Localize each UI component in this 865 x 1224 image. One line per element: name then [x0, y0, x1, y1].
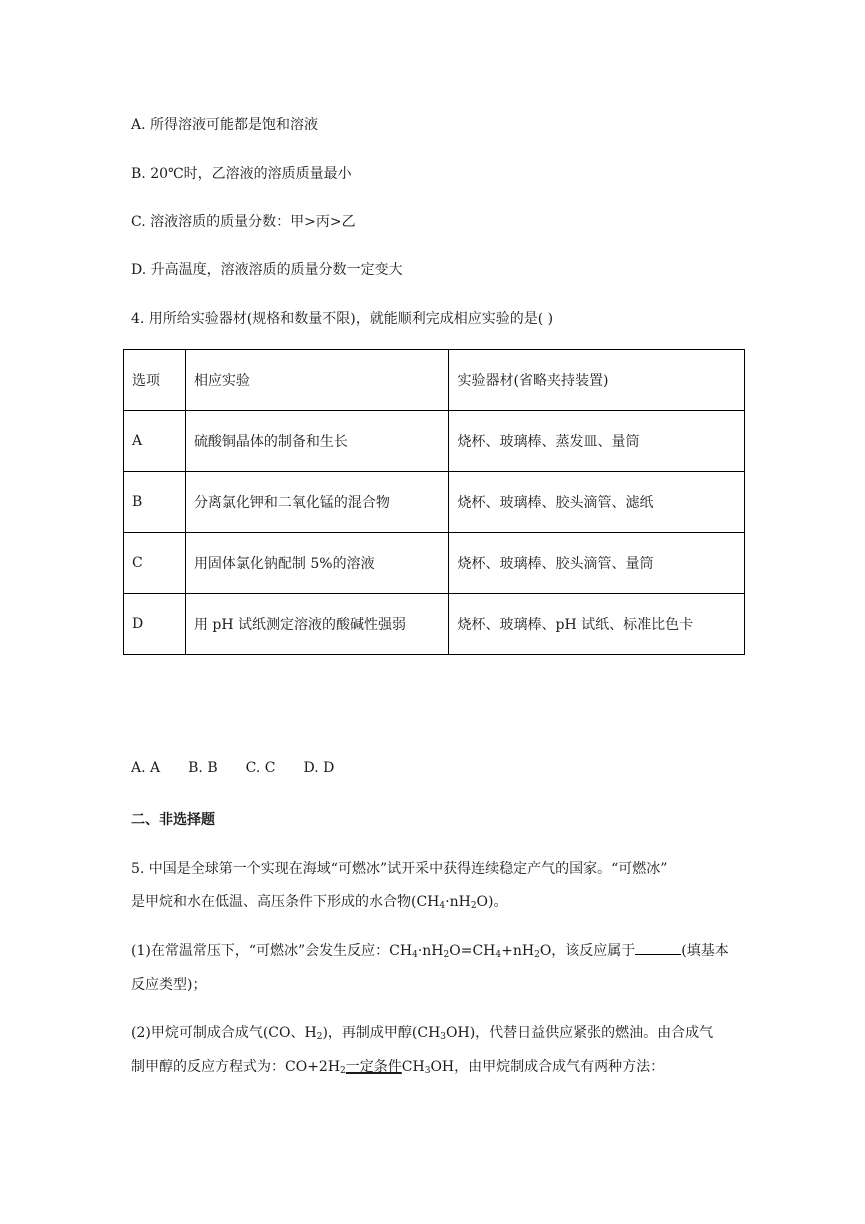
- question-5-part-2-cont: 制甲醇的反应方程式为：$CO+2H_2$一定条件$CH_3OH$，由甲烷制成合成气有两种方法：: [131, 1059, 665, 1076]
- row-equipment: 烧杯、玻璃棒、胶头滴管、量筒: [449, 533, 745, 594]
- table-header-row: [124, 350, 745, 411]
- question-5-part-2: (2)甲烷可制成合成气(CO、$H_2$)，再制成甲醇$(CH_3OH)$，代替日益供应紧张的燃油。由合成气: [131, 1025, 714, 1042]
- row-experiment: 硫酸铜晶体的制备和生长: [185, 411, 449, 472]
- question-5-part-1: (1)在常温常压下，“可燃冰”会发生反应：$CH_4\cdot nH_2O=CH_4+nH_2O$，该反应属于 (填基本: [131, 943, 729, 960]
- table-row: [124, 594, 745, 655]
- table-row: [124, 472, 745, 533]
- option-d: D. 升高温度，溶液溶质的质量分数一定变大: [131, 262, 403, 278]
- header-equipment: 实验器材(省略夹持装置): [449, 350, 745, 411]
- table-row: [124, 411, 745, 472]
- option-b: B. 20℃时，乙溶液的溶质质量最小: [131, 166, 352, 182]
- question-5-line-1: 5. 中国是全球第一个实现在海域“可燃冰”试开采中获得连续稳定产气的国家。“可燃冰”: [131, 861, 668, 877]
- answer-b: B. B: [188, 760, 218, 776]
- row-equipment: 烧杯、玻璃棒、胶头滴管、滤纸: [449, 472, 745, 533]
- answer-d: D. D: [303, 760, 335, 776]
- row-experiment: 用 pH 试纸测定溶液的酸碱性强弱: [185, 594, 449, 655]
- question-4-stem: 4. 用所给实验器材(规格和数量不限)，就能顺利完成相应实验的是( ): [131, 311, 554, 327]
- row-equipment: 烧杯、玻璃棒、蒸发皿、量筒: [449, 411, 745, 472]
- reaction-condition: 一定条件: [345, 1059, 402, 1075]
- row-experiment: 分离氯化钾和二氧化锰的混合物: [185, 472, 449, 533]
- question-4-answers: [131, 760, 362, 776]
- header-option: 选项: [124, 350, 186, 411]
- row-option: C: [124, 533, 186, 594]
- row-experiment: 用固体氯化钠配制 5%的溶液: [185, 533, 449, 594]
- question-5-line-2: 是甲烷和水在低温、高压条件下形成的水合物$(CH_4\cdot nH_2O)$。: [131, 894, 508, 911]
- answer-c: C. C: [245, 760, 276, 776]
- row-option: B: [124, 472, 186, 533]
- row-option: A: [124, 411, 186, 472]
- option-a: A. 所得溶液可能都是饱和溶液: [131, 117, 319, 133]
- answer-a: A. A: [131, 760, 161, 776]
- table-row: [124, 533, 745, 594]
- row-option: D: [124, 594, 186, 655]
- apparatus-table: [123, 349, 745, 655]
- answer-blank[interactable]: [635, 942, 681, 955]
- section-heading: 二、非选择题: [131, 812, 215, 828]
- header-experiment: 相应实验: [185, 350, 449, 411]
- option-c: C. 溶液溶质的质量分数：甲>丙>乙: [131, 214, 356, 230]
- question-5-part-1-cont: 反应类型)；: [131, 977, 207, 993]
- row-equipment: 烧杯、玻璃棒、pH 试纸、标准比色卡: [449, 594, 745, 655]
